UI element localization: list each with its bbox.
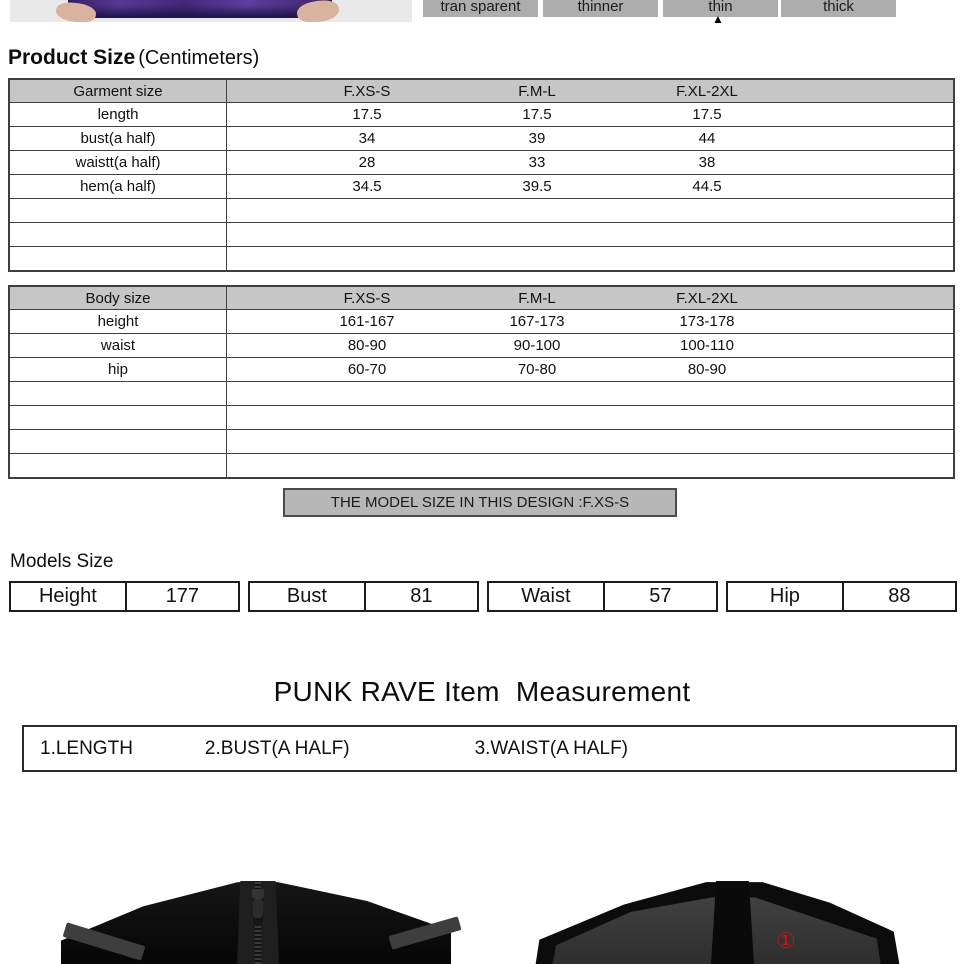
cell-value: 80-90: [347, 337, 387, 354]
cell-value: 161-167: [339, 313, 395, 330]
model-size-banner: THE MODEL SIZE IN THIS DESIGN :F.XS-S: [283, 488, 677, 517]
table-header-row: [10, 287, 953, 309]
fabric-scale-label: thin: [708, 0, 733, 15]
row-label: length: [10, 103, 227, 126]
cell-value: 33: [528, 154, 546, 171]
model-stat-label: Bust: [250, 583, 366, 610]
table-row-empty: [10, 429, 953, 453]
cell-value: 39: [528, 130, 546, 147]
cell-value: 90-100: [513, 337, 561, 354]
zipper-slider: [252, 889, 264, 898]
model-stat-value: 88: [888, 585, 911, 607]
row-label: hem(a half): [10, 175, 227, 198]
cell-value: 80-90: [687, 361, 727, 378]
header-label: Garment size: [10, 80, 227, 102]
row-label: waist: [10, 334, 227, 357]
table-row-empty: [10, 222, 953, 246]
fabric-scale-label: thinner: [577, 0, 624, 15]
table-row: [10, 333, 953, 357]
model-stat-label: Height: [11, 583, 127, 610]
row-label: waistt(a half): [10, 151, 227, 174]
cell-value: 34.5: [352, 178, 382, 195]
header-size-col: F.XS-S: [343, 289, 391, 307]
table-row-empty: [10, 405, 953, 429]
measurement-item: 1.LENGTH: [40, 737, 133, 759]
header-size-col: F.M-L: [518, 289, 556, 307]
table-row-empty: [10, 246, 953, 270]
cell-value: 39.5: [522, 178, 552, 195]
model-stat-label: Hip: [728, 583, 844, 610]
measure-point-1-marker: ①: [776, 928, 796, 953]
row-label: height: [10, 310, 227, 333]
header-size-col: F.XL-2XL: [676, 289, 738, 307]
cell-value: 60-70: [347, 361, 387, 378]
product-size-title: Product Size: [8, 46, 136, 69]
fabric-scale-label: thick: [823, 0, 854, 15]
cell-value: 100-110: [680, 337, 734, 354]
model-stat-value: 81: [410, 585, 433, 607]
model-stat-value: 177: [165, 585, 200, 607]
fabric-scale-cell: [423, 0, 538, 17]
body-size-table: [8, 285, 955, 479]
model-stat-box: [726, 581, 957, 612]
cell-value: 17.5: [692, 106, 722, 123]
cell-value: 44: [698, 130, 716, 147]
model-stat-box: [9, 581, 240, 612]
header-label: Body size: [10, 287, 227, 309]
cell-value: 44.5: [692, 178, 722, 195]
table-header-row: [10, 80, 953, 102]
table-row-empty: [10, 198, 953, 222]
measurement-title: PUNK RAVE Item Measurement: [273, 676, 691, 707]
measurement-item: 3.WAIST(A HALF): [474, 737, 629, 759]
model-stat-value: 57: [649, 585, 672, 607]
measurement-item: 2.BUST(A HALF): [204, 737, 350, 759]
cell-value: 167-173: [509, 313, 565, 330]
header-size-col: F.XL-2XL: [676, 82, 738, 100]
table-row: [10, 309, 953, 333]
table-row-empty: [10, 381, 953, 405]
table-row: [10, 102, 953, 126]
garment-size-table: [8, 78, 955, 272]
cell-value: 17.5: [522, 106, 552, 123]
table-row: [10, 150, 953, 174]
row-label: hip: [10, 358, 227, 381]
cell-value: 34: [358, 130, 376, 147]
cell-value: 173-178: [679, 313, 735, 330]
models-size-heading: Models Size: [10, 551, 114, 572]
model-stat-box: [487, 581, 718, 612]
model-stat-box: [248, 581, 479, 612]
zipper-pull: [253, 899, 263, 926]
fabric-scale-cell: [543, 0, 658, 17]
table-row-empty: [10, 453, 953, 477]
table-row: [10, 174, 953, 198]
table-row: [10, 357, 953, 381]
garment-photo-left: [55, 874, 455, 964]
measurement-legend-box: [22, 725, 957, 772]
fabric-scale-cell: [781, 0, 896, 17]
garment-collar-tab: [711, 881, 754, 964]
fabric-scale: [0, 0, 964, 32]
fabric-scale-label: tran sparent: [440, 0, 521, 15]
models-size-strip: [9, 581, 957, 612]
triangle-marker-icon: ▲: [712, 12, 724, 26]
header-size-col: F.XS-S: [343, 82, 391, 100]
cell-value: 17.5: [352, 106, 382, 123]
cell-value: 28: [358, 154, 376, 171]
product-size-heading: [8, 46, 259, 70]
cell-value: 70-80: [517, 361, 557, 378]
row-label: bust(a half): [10, 127, 227, 150]
product-size-units: (Centimeters): [138, 47, 260, 69]
garment-photo-right: [530, 874, 905, 964]
header-size-col: F.M-L: [518, 82, 556, 100]
cell-value: 38: [698, 154, 716, 171]
table-row: [10, 126, 953, 150]
model-stat-label: Waist: [489, 583, 605, 610]
